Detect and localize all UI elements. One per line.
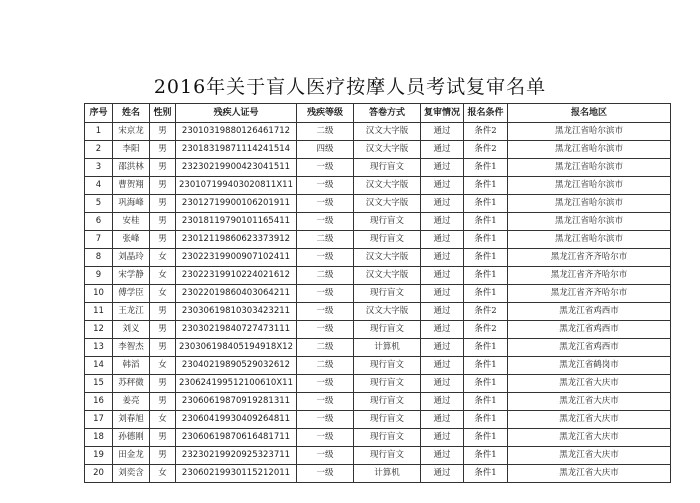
cell-name: 刘义 xyxy=(113,321,150,339)
review-list-table xyxy=(84,103,671,483)
cell-disability-id: 23018319871114241514 xyxy=(176,141,297,159)
cell-region: 黑龙江省大庆市 xyxy=(508,429,671,447)
cell-condition: 条件1 xyxy=(464,375,508,393)
cell-condition: 条件2 xyxy=(464,123,508,141)
cell-answer-mode: 现行盲文 xyxy=(354,231,421,249)
table-row xyxy=(85,411,671,429)
cell-index: 4 xyxy=(85,177,113,195)
header-review-status: 复审情况 xyxy=(421,104,464,123)
cell-index: 18 xyxy=(85,429,113,447)
cell-gender: 男 xyxy=(150,303,176,321)
cell-disability-level: 一级 xyxy=(297,321,354,339)
table-row xyxy=(85,447,671,465)
cell-disability-id: 23022319900907102411 xyxy=(176,249,297,267)
table-row xyxy=(85,285,671,303)
cell-review-status: 通过 xyxy=(421,429,464,447)
cell-answer-mode: 汉文大字版 xyxy=(354,249,421,267)
cell-condition: 条件1 xyxy=(464,231,508,249)
cell-gender: 女 xyxy=(150,285,176,303)
cell-gender: 女 xyxy=(150,465,176,483)
cell-answer-mode: 计算机 xyxy=(354,465,421,483)
cell-answer-mode: 现行盲文 xyxy=(354,447,421,465)
cell-condition: 条件1 xyxy=(464,195,508,213)
cell-region: 黑龙江省大庆市 xyxy=(508,447,671,465)
cell-review-status: 通过 xyxy=(421,123,464,141)
cell-gender: 女 xyxy=(150,411,176,429)
cell-review-status: 通过 xyxy=(421,231,464,249)
cell-review-status: 通过 xyxy=(421,321,464,339)
cell-review-status: 通过 xyxy=(421,339,464,357)
cell-index: 11 xyxy=(85,303,113,321)
cell-region: 黑龙江省齐齐哈尔市 xyxy=(508,285,671,303)
cell-answer-mode: 现行盲文 xyxy=(354,393,421,411)
cell-answer-mode: 汉文大字版 xyxy=(354,267,421,285)
cell-index: 9 xyxy=(85,267,113,285)
cell-name: 李智杰 xyxy=(113,339,150,357)
cell-region: 黑龙江省鹤岗市 xyxy=(508,357,671,375)
cell-name: 张峰 xyxy=(113,231,150,249)
header-disability-id: 残疾人证号 xyxy=(176,104,297,123)
cell-region: 黑龙江省大庆市 xyxy=(508,411,671,429)
table-row xyxy=(85,303,671,321)
cell-condition: 条件1 xyxy=(464,177,508,195)
cell-gender: 男 xyxy=(150,159,176,177)
cell-name: 宋学静 xyxy=(113,267,150,285)
cell-answer-mode: 汉文大字版 xyxy=(354,177,421,195)
cell-answer-mode: 汉文大字版 xyxy=(354,123,421,141)
cell-review-status: 通过 xyxy=(421,177,464,195)
table-row xyxy=(85,123,671,141)
cell-disability-level: 一级 xyxy=(297,213,354,231)
table-row xyxy=(85,195,671,213)
cell-disability-id: 23012719900106201911 xyxy=(176,195,297,213)
cell-index: 17 xyxy=(85,411,113,429)
cell-disability-id: 23230219900423041511 xyxy=(176,159,297,177)
cell-index: 16 xyxy=(85,393,113,411)
cell-index: 6 xyxy=(85,213,113,231)
cell-gender: 男 xyxy=(150,177,176,195)
cell-answer-mode: 汉文大字版 xyxy=(354,303,421,321)
table-row xyxy=(85,141,671,159)
cell-region: 黑龙江省鸡西市 xyxy=(508,321,671,339)
cell-region: 黑龙江省哈尔滨市 xyxy=(508,177,671,195)
cell-gender: 女 xyxy=(150,249,176,267)
cell-name: 韩滔 xyxy=(113,357,150,375)
cell-region: 黑龙江省大庆市 xyxy=(508,375,671,393)
cell-condition: 条件2 xyxy=(464,321,508,339)
cell-disability-id: 23060619870616481711 xyxy=(176,429,297,447)
cell-region: 黑龙江省哈尔滨市 xyxy=(508,195,671,213)
cell-index: 8 xyxy=(85,249,113,267)
cell-region: 黑龙江省大庆市 xyxy=(508,465,671,483)
cell-gender: 女 xyxy=(150,357,176,375)
cell-condition: 条件1 xyxy=(464,213,508,231)
cell-answer-mode: 计算机 xyxy=(354,339,421,357)
cell-review-status: 通过 xyxy=(421,285,464,303)
cell-review-status: 通过 xyxy=(421,159,464,177)
cell-condition: 条件2 xyxy=(464,141,508,159)
cell-gender: 男 xyxy=(150,213,176,231)
cell-answer-mode: 现行盲文 xyxy=(354,213,421,231)
cell-name: 田金龙 xyxy=(113,447,150,465)
cell-disability-level: 一级 xyxy=(297,375,354,393)
cell-name: 曹贺翔 xyxy=(113,177,150,195)
cell-review-status: 通过 xyxy=(421,195,464,213)
cell-condition: 条件1 xyxy=(464,429,508,447)
cell-index: 14 xyxy=(85,357,113,375)
page-title: 2016年关于盲人医疗按摩人员考试复审名单 xyxy=(153,76,547,98)
cell-answer-mode: 汉文大字版 xyxy=(354,195,421,213)
table-row xyxy=(85,159,671,177)
cell-answer-mode: 现行盲文 xyxy=(354,429,421,447)
table-header-row xyxy=(85,104,671,123)
cell-review-status: 通过 xyxy=(421,249,464,267)
cell-index: 7 xyxy=(85,231,113,249)
cell-disability-id: 23018119790101165411 xyxy=(176,213,297,231)
cell-review-status: 通过 xyxy=(421,393,464,411)
cell-gender: 男 xyxy=(150,393,176,411)
cell-gender: 男 xyxy=(150,375,176,393)
cell-disability-level: 一级 xyxy=(297,429,354,447)
cell-gender: 男 xyxy=(150,429,176,447)
cell-index: 13 xyxy=(85,339,113,357)
cell-region: 黑龙江省大庆市 xyxy=(508,393,671,411)
cell-name: 王龙江 xyxy=(113,303,150,321)
cell-disability-level: 二级 xyxy=(297,231,354,249)
cell-name: 傅学臣 xyxy=(113,285,150,303)
header-name: 姓名 xyxy=(113,104,150,123)
cell-name: 刘晶玲 xyxy=(113,249,150,267)
cell-name: 苏秤微 xyxy=(113,375,150,393)
cell-review-status: 通过 xyxy=(421,141,464,159)
cell-region: 黑龙江省哈尔滨市 xyxy=(508,141,671,159)
cell-condition: 条件1 xyxy=(464,393,508,411)
cell-disability-level: 二级 xyxy=(297,357,354,375)
header-condition: 报名条件 xyxy=(464,104,508,123)
cell-region: 黑龙江省哈尔滨市 xyxy=(508,213,671,231)
cell-condition: 条件2 xyxy=(464,303,508,321)
table-row xyxy=(85,213,671,231)
cell-region: 黑龙江省齐齐哈尔市 xyxy=(508,249,671,267)
cell-disability-id: 23030619810303423211 xyxy=(176,303,297,321)
cell-condition: 条件1 xyxy=(464,447,508,465)
cell-disability-id: 23022019860403064211 xyxy=(176,285,297,303)
cell-disability-level: 一级 xyxy=(297,285,354,303)
cell-answer-mode: 现行盲文 xyxy=(354,321,421,339)
table-row xyxy=(85,375,671,393)
table-row xyxy=(85,231,671,249)
cell-region: 黑龙江省齐齐哈尔市 xyxy=(508,267,671,285)
cell-gender: 男 xyxy=(150,231,176,249)
cell-region: 黑龙江省哈尔滨市 xyxy=(508,159,671,177)
cell-disability-level: 四级 xyxy=(297,141,354,159)
cell-answer-mode: 现行盲文 xyxy=(354,285,421,303)
cell-review-status: 通过 xyxy=(421,357,464,375)
cell-name: 姜亮 xyxy=(113,393,150,411)
cell-answer-mode: 汉文大字版 xyxy=(354,141,421,159)
cell-disability-id: 230306198405194918X12 xyxy=(176,339,297,357)
cell-disability-level: 一级 xyxy=(297,195,354,213)
cell-index: 1 xyxy=(85,123,113,141)
cell-disability-id: 23040219890529032612 xyxy=(176,357,297,375)
cell-condition: 条件1 xyxy=(464,465,508,483)
cell-index: 3 xyxy=(85,159,113,177)
cell-name: 孙德刚 xyxy=(113,429,150,447)
cell-name: 安桂 xyxy=(113,213,150,231)
cell-disability-id: 23060619870919281311 xyxy=(176,393,297,411)
cell-disability-id: 23060419930409264811 xyxy=(176,411,297,429)
cell-gender: 男 xyxy=(150,141,176,159)
cell-name: 刘奕含 xyxy=(113,465,150,483)
cell-disability-id: 23010319880126461712 xyxy=(176,123,297,141)
cell-index: 20 xyxy=(85,465,113,483)
cell-review-status: 通过 xyxy=(421,303,464,321)
cell-answer-mode: 现行盲文 xyxy=(354,357,421,375)
cell-region: 黑龙江省哈尔滨市 xyxy=(508,123,671,141)
cell-disability-id: 23012119860623373912 xyxy=(176,231,297,249)
table-row xyxy=(85,339,671,357)
cell-name: 刘春旭 xyxy=(113,411,150,429)
table-body xyxy=(85,123,671,483)
cell-gender: 男 xyxy=(150,195,176,213)
cell-answer-mode: 现行盲文 xyxy=(354,159,421,177)
cell-condition: 条件1 xyxy=(464,357,508,375)
cell-answer-mode: 现行盲文 xyxy=(354,375,421,393)
cell-gender: 男 xyxy=(150,123,176,141)
cell-review-status: 通过 xyxy=(421,213,464,231)
cell-disability-level: 二级 xyxy=(297,123,354,141)
cell-condition: 条件1 xyxy=(464,249,508,267)
cell-condition: 条件1 xyxy=(464,411,508,429)
cell-index: 15 xyxy=(85,375,113,393)
cell-index: 2 xyxy=(85,141,113,159)
cell-disability-id: 23022319910224021612 xyxy=(176,267,297,285)
table-row xyxy=(85,357,671,375)
cell-disability-level: 一级 xyxy=(297,447,354,465)
cell-gender: 男 xyxy=(150,339,176,357)
cell-condition: 条件1 xyxy=(464,267,508,285)
cell-disability-level: 一级 xyxy=(297,159,354,177)
header-disability-level: 残疾等级 xyxy=(297,104,354,123)
cell-region: 黑龙江省鸡西市 xyxy=(508,339,671,357)
cell-disability-id: 23030219840727473111 xyxy=(176,321,297,339)
cell-index: 10 xyxy=(85,285,113,303)
cell-disability-level: 一级 xyxy=(297,177,354,195)
cell-disability-level: 一级 xyxy=(297,303,354,321)
cell-condition: 条件1 xyxy=(464,285,508,303)
header-answer-mode: 答卷方式 xyxy=(354,104,421,123)
cell-disability-level: 二级 xyxy=(297,339,354,357)
cell-review-status: 通过 xyxy=(421,375,464,393)
cell-review-status: 通过 xyxy=(421,447,464,465)
table-row xyxy=(85,321,671,339)
cell-index: 5 xyxy=(85,195,113,213)
cell-name: 巩海峰 xyxy=(113,195,150,213)
cell-condition: 条件1 xyxy=(464,339,508,357)
cell-name: 宋京龙 xyxy=(113,123,150,141)
cell-gender: 女 xyxy=(150,267,176,285)
table-row xyxy=(85,249,671,267)
cell-answer-mode: 现行盲文 xyxy=(354,411,421,429)
table-row xyxy=(85,267,671,285)
header-gender: 性别 xyxy=(150,104,176,123)
cell-disability-level: 二级 xyxy=(297,267,354,285)
header-index: 序号 xyxy=(85,104,113,123)
cell-disability-id: 230107199403020811X11 xyxy=(176,177,297,195)
cell-review-status: 通过 xyxy=(421,411,464,429)
table-row xyxy=(85,465,671,483)
cell-disability-id: 23060219930115212011 xyxy=(176,465,297,483)
cell-disability-level: 一级 xyxy=(297,411,354,429)
header-region: 报名地区 xyxy=(508,104,671,123)
cell-name: 邵洪林 xyxy=(113,159,150,177)
table-row xyxy=(85,177,671,195)
cell-disability-level: 一级 xyxy=(297,249,354,267)
cell-index: 19 xyxy=(85,447,113,465)
cell-disability-id: 23230219920925323711 xyxy=(176,447,297,465)
table-row xyxy=(85,393,671,411)
cell-condition: 条件1 xyxy=(464,159,508,177)
table-row xyxy=(85,429,671,447)
cell-index: 12 xyxy=(85,321,113,339)
cell-disability-level: 一级 xyxy=(297,393,354,411)
cell-review-status: 通过 xyxy=(421,267,464,285)
cell-gender: 男 xyxy=(150,447,176,465)
cell-disability-level: 一级 xyxy=(297,465,354,483)
cell-disability-id: 230624199512100610X11 xyxy=(176,375,297,393)
cell-name: 李阳 xyxy=(113,141,150,159)
cell-gender: 男 xyxy=(150,321,176,339)
cell-review-status: 通过 xyxy=(421,465,464,483)
cell-region: 黑龙江省哈尔滨市 xyxy=(508,231,671,249)
cell-region: 黑龙江省鸡西市 xyxy=(508,303,671,321)
